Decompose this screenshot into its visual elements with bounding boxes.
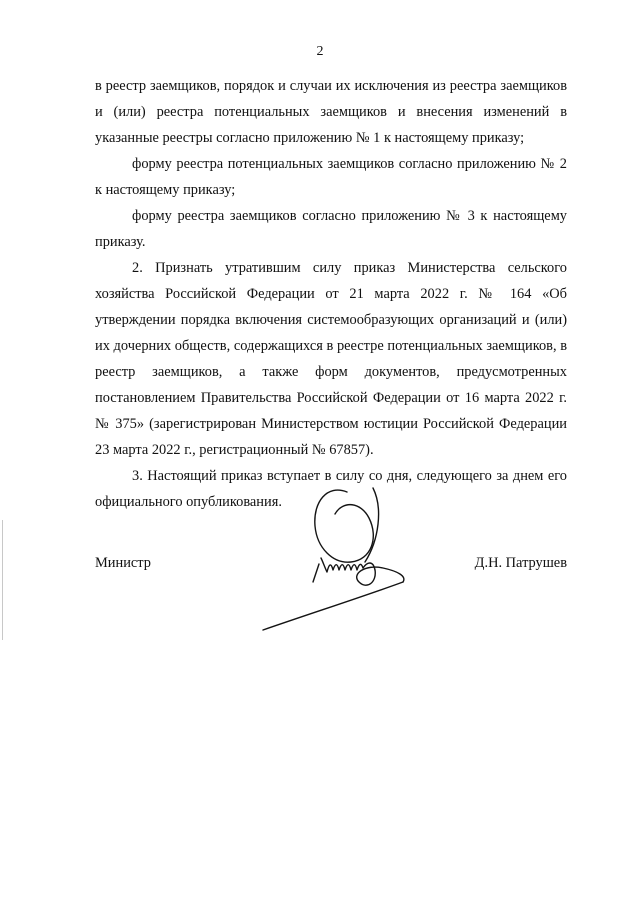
paragraph-repeal-order: 2. Признать утратившим силу приказ Министерства сельского хозяйства Российской Федерации от 21 марта 2022 г. № 164 «Об утверждении порядка включения системообразующих организаций и (или) их дочерних обществ, содержащихся в реестре потенциальных заемщиков, в реестр заемщиков, а также форм документов, предусмотренных постановлением Правительства Российской Федерации от 16 марта 2022 г. № 375» (зарегистрирован Министерством юстиции Российской Федерации 23 марта 2022 г., регистрационный № 67857). <box>95 260 567 458</box>
scan-edge-mark <box>2 520 3 640</box>
handwritten-signature <box>255 478 425 638</box>
document-body <box>95 73 567 515</box>
paragraph-registry-continuation: в реестр заемщиков, порядок и случаи их исключения из реестра заемщиков и (или) реестра потенциальных заемщиков и внесения изменений в указанные реестры согласно приложению № 1 к настоящему приказу; <box>95 78 567 146</box>
paragraph-borrowers-form: форму реестра заемщиков согласно приложению № 3 к настоящему приказу. <box>95 208 567 250</box>
signatory-name: Д.Н. Патрушев <box>474 555 567 571</box>
paragraph-potential-borrowers-form: форму реестра потенциальных заемщиков согласно приложению № 2 к настоящему приказу; <box>95 156 567 198</box>
signatory-title: Министр <box>95 555 151 571</box>
paragraph-effective-date: 3. Настоящий приказ вступает в силу со дня, следующего за днем его официального опубликования. <box>95 468 567 510</box>
page-number: 2 <box>316 44 324 59</box>
